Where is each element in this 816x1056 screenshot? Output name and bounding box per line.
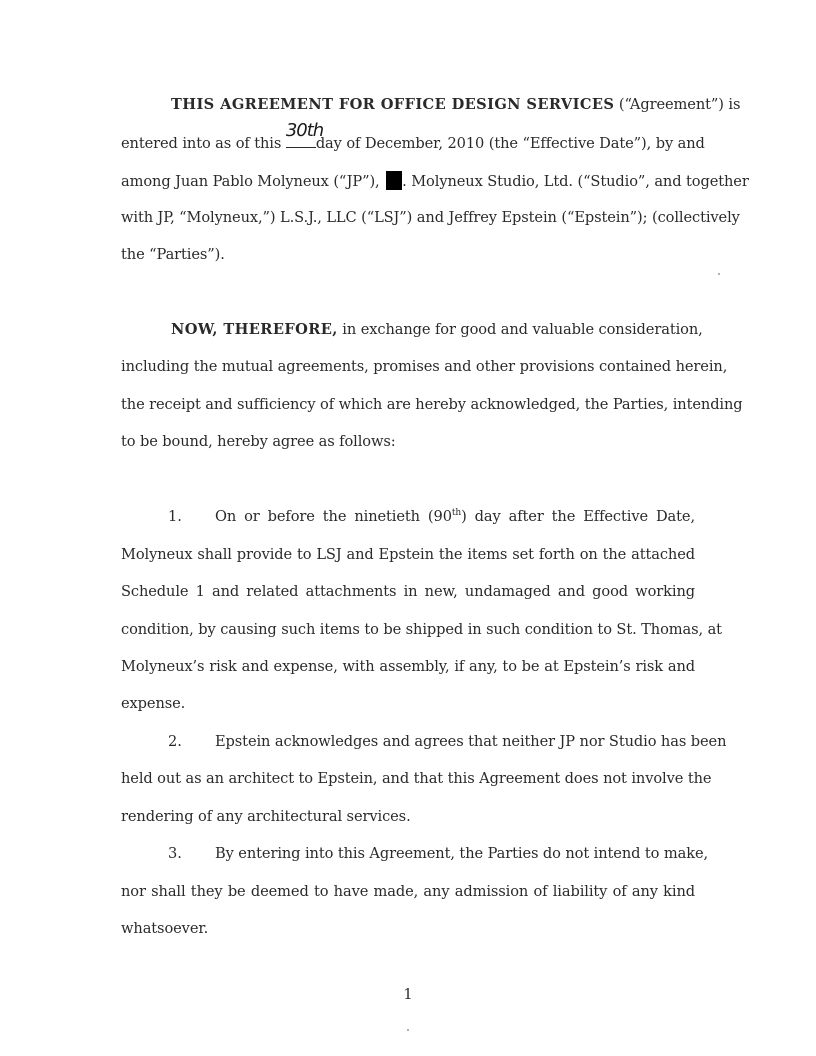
scan-speck [718, 273, 720, 275]
intro-line-2: entered into as of this 30th day of December, 2010 (the “Effective Date”), by and [121, 120, 705, 152]
clause-2-line-1: Epstein acknowledges and agrees that neither JP nor Studio has been [215, 733, 727, 750]
clause-3-line-2: nor shall they be deemed to have made, any admission of liability of any kind [121, 883, 695, 900]
clause-3-line-3: whatsoever. [121, 920, 209, 937]
intro-line-1: THIS AGREEMENT FOR OFFICE DESIGN SERVICES (“Agreement”) is [171, 96, 741, 113]
day-blank [285, 120, 324, 148]
recital-line-3: the receipt and sufficiency of which are hereby acknowledged, the Parties, intending [121, 396, 743, 413]
handwritten-day: 30th [285, 120, 324, 141]
redaction-block [386, 171, 402, 190]
clause-3-number: 3. [168, 845, 182, 862]
clause-2-line-3: rendering of any architectural services. [121, 808, 411, 825]
clause-1-number: 1. [168, 508, 182, 525]
clause-1-line-3: Schedule 1 and related attachments in new, undamaged and good working [121, 583, 695, 600]
intro-line-5: the “Parties”). [121, 246, 225, 263]
recital-line-4: to be bound, hereby agree as follows: [121, 433, 396, 450]
clause-3-line-1: By entering into this Agreement, the Parties do not intend to make, [215, 845, 709, 862]
clause-1-line-2: Molyneux shall provide to LSJ and Epstein the items set forth on the attached [121, 546, 695, 563]
clause-1-line-1: On or before the ninetieth (90th) day after the Effective Date, [215, 508, 695, 525]
recital-line-2: including the mutual agreements, promises and other provisions contained herein, [121, 358, 728, 375]
intro-line-4: with JP, “Molyneux,”) L.S.J., LLC (“LSJ”) and Jeffrey Epstein (“Epstein”); (collectively [121, 209, 740, 226]
clause-2-number: 2. [168, 733, 182, 750]
clause-1-line-6: expense. [121, 695, 186, 712]
page-number: 1 [403, 986, 413, 1003]
clause-2-line-2: held out as an architect to Epstein, and that this Agreement does not involve the [121, 770, 712, 787]
clause-1-line-5: Molyneux’s risk and expense, with assembly, if any, to be at Epstein’s risk and [121, 658, 695, 675]
recital-line-1: NOW, THEREFORE, in exchange for good and valuable consideration, [171, 321, 703, 338]
agreement-title: THIS AGREEMENT FOR OFFICE DESIGN SERVICES [171, 96, 615, 113]
scan-speck [407, 1029, 409, 1031]
intro-line-3: among Juan Pablo Molyneux (“JP”), . Molyneux Studio, Ltd. (“Studio”, and together [121, 173, 749, 190]
clause-1-line-4: condition, by causing such items to be shipped in such condition to St. Thomas, at [121, 621, 722, 638]
recital-lead: NOW, THEREFORE, [171, 321, 338, 338]
